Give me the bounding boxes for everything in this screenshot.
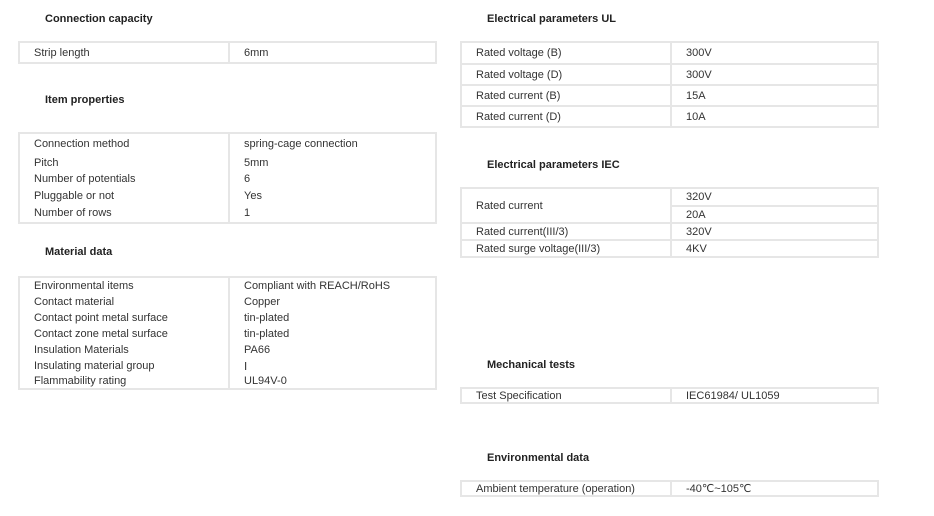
spec-value: Copper [244,296,281,308]
table-row [461,42,878,64]
spec-label: Rated current (D) [461,106,671,127]
spec-label: Insulation Materials [19,342,229,358]
spec-value: tin-plated [244,312,290,324]
connection-capacity-table [18,41,437,64]
electrical-iec-table [460,187,879,258]
spec-label: Rated surge voltage(III/3) [461,240,671,257]
spec-label: Rated voltage (D) [461,64,671,85]
spec-value: 320V [671,223,878,240]
electrical-iec-heading: Electrical parameters IEC [487,159,620,171]
item-properties-table [18,132,437,224]
table-row [461,481,878,496]
table-row [19,326,436,342]
table-row [19,310,436,326]
electrical-ul-table [460,41,879,128]
table-row [19,133,436,154]
table-row [19,358,436,374]
spec-value: 20A [671,206,878,223]
spec-value: UL94V-0 [244,375,287,387]
spec-value: 4KV [686,242,707,255]
table-row [19,294,436,310]
spec-value: 10A [671,106,878,127]
spec-value: Ⅰ [244,360,248,373]
spec-value: 300V [686,47,712,59]
table-row [19,277,436,294]
table-row [461,188,878,206]
table-row [461,223,878,240]
spec-value: 320V [671,188,878,206]
material-data-table [18,276,437,390]
mechanical-tests-table [460,387,879,404]
mechanical-tests-heading: Mechanical tests [487,359,576,371]
table-row [19,171,436,187]
spec-label: Pitch [19,154,229,171]
table-row [19,204,436,223]
spec-value: tin-plated [244,328,290,340]
table-row [19,154,436,171]
table-row [461,106,878,127]
table-row [461,64,878,85]
spec-label: Contact material [19,294,229,310]
spec-label: Environmental items [19,277,229,294]
spec-label: Strip length [19,42,229,63]
spec-label: Number of rows [19,204,229,223]
spec-label: Rated voltage (B) [461,42,671,64]
environmental-data-heading: Environmental data [487,452,590,464]
environmental-data-table [460,480,879,497]
spec-value: IEC61984/ UL1059 [686,389,780,402]
spec-label: Rated current (B) [461,85,671,106]
table-row [461,388,878,403]
spec-value: 6mm [244,46,269,59]
spec-value: PA66 [244,344,271,356]
spec-label: Contact zone metal surface [19,326,229,342]
spec-value: Compliant with REACH/RoHS [244,280,391,292]
spec-value: -40℃~105℃ [686,483,752,495]
electrical-ul-heading: Electrical parameters UL [487,13,617,25]
table-row [19,342,436,358]
spec-label: Rated current [461,188,671,223]
spec-label: Ambient temperature (operation) [461,481,671,496]
spec-label: Contact point metal surface [19,310,229,326]
item-properties-heading: Item properties [45,94,125,106]
spec-value: 300V [671,64,878,85]
spec-value: 6 [244,173,251,185]
table-row [461,85,878,106]
spec-label: Test Specification [461,388,671,403]
spec-label: Rated current(III/3) [461,223,671,240]
spec-label: Insulating material group [19,358,229,374]
spec-value: 1 [244,207,251,219]
connection-capacity-heading: Connection capacity [45,13,153,25]
spec-value: 5mm [244,156,269,169]
spec-label: Connection method [19,133,229,154]
table-row [461,240,878,257]
spec-value: spring-cage connection [244,138,358,150]
spec-value: 15A [671,85,878,106]
table-row [19,374,436,389]
spec-label: Number of potentials [19,171,229,187]
table-row [19,187,436,204]
spec-label: Flammability rating [19,374,229,389]
spec-label: Pluggable or not [19,187,229,204]
spec-value: Yes [244,189,262,202]
material-data-heading: Material data [45,246,113,258]
table-row [19,42,436,63]
